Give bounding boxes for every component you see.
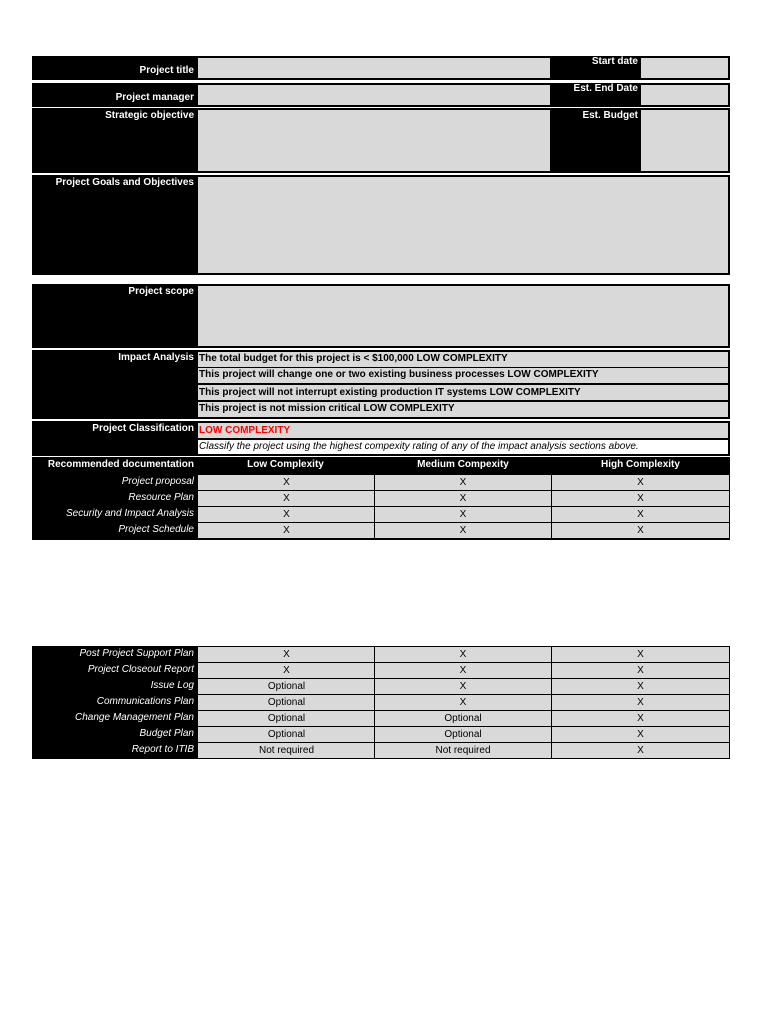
doc-cell-value: X [459,681,467,692]
doc-row-name: Security and Impact Analysis [65,508,194,519]
doc-cell-high [551,726,730,743]
classification-value: LOW COMPLEXITY [199,425,291,436]
doc-cell-value: X [459,697,467,708]
doc-row-name: Project Closeout Report [87,664,194,675]
doc-cell-low [197,662,376,679]
doc-cell-low [197,506,376,523]
doc-row-name: Budget Plan [139,728,194,739]
doc-cell-value: X [637,649,644,660]
doc-cell-high [551,662,730,679]
impact-analysis-label: Impact Analysis [118,352,194,363]
doc-cell-value: X [637,525,644,536]
strategic-objective-field[interactable] [197,109,551,172]
doc-cell-value: X [637,745,644,756]
classification-note-box [197,439,729,455]
doc-header-low: Low Complexity [247,459,324,470]
doc-cell-high [551,490,730,507]
doc-cell-medium [374,710,552,727]
doc-cell-value: X [283,525,290,536]
doc-row-name: Change Management Plan [75,712,194,723]
doc-cell-medium [374,678,552,695]
impact-line [197,384,729,401]
doc-cell-low [197,710,376,727]
doc-cell-value: X [637,493,644,504]
project-title-label: Project title [139,65,194,76]
doc-row-name: Communications Plan [96,696,194,707]
impact-line-text: The total budget for this project is < $100,000 LOW COMPLEXITY [199,353,508,364]
budget-field[interactable] [640,109,729,172]
doc-cell-value: Optional [267,713,306,724]
classification-note: Classify the project using the highest compexity rating of any of the impact analysis sections above. [199,441,639,452]
doc-cell-low [197,522,376,539]
doc-row-name: Project proposal [121,476,194,487]
doc-cell-high [551,474,730,491]
doc-cell-value: Optional [267,729,306,740]
doc-cell-value: X [459,665,467,676]
doc-cell-value: X [637,729,644,740]
doc-cell-medium [374,726,552,743]
doc-row-name: Project Schedule [118,524,194,535]
doc-cell-low [197,474,376,491]
doc-cell-medium [374,646,552,663]
doc-cell-value: X [637,713,644,724]
doc-cell-high [551,742,730,759]
doc-cell-high [551,646,730,663]
doc-row-name: Report to ITIB [131,744,194,755]
doc-cell-medium [374,662,552,679]
budget-label: Est. Budget [582,110,638,121]
doc-cell-value: Optional [444,713,482,724]
doc-cell-value: X [637,509,644,520]
project-title-field[interactable] [197,57,551,79]
doc-cell-medium [374,742,552,759]
doc-cell-value: X [283,665,290,676]
doc-cell-low [197,646,376,663]
doc-cell-value: X [637,697,644,708]
doc-cell-value: X [459,477,467,488]
doc-cell-high [551,678,730,695]
classification-label: Project Classification [92,423,194,434]
doc-header-high: High Complexity [601,459,680,470]
doc-cell-value: Optional [444,729,482,740]
doc-row-name: Post Project Support Plan [79,648,194,659]
impact-line-text: This project will change one or two existing business processes LOW COMPLEXITY [199,369,599,380]
doc-row-name: Resource Plan [128,492,194,503]
doc-cell-value: Optional [267,681,306,692]
project-manager-label: Project manager [115,92,194,103]
doc-cell-value: X [637,681,644,692]
doc-header-name: Recommended documentation [47,459,194,470]
doc-cell-medium [374,522,552,539]
impact-line [197,401,729,418]
doc-cell-value: Not required [258,745,315,756]
classification-field[interactable] [197,422,729,439]
doc-cell-low [197,678,376,695]
doc-cell-value: X [637,477,644,488]
doc-cell-value: X [637,665,644,676]
strategic-objective-label: Strategic objective [105,110,194,121]
project-manager-field[interactable] [197,84,551,106]
goals-label: Project Goals and Objectives [55,177,194,188]
doc-cell-medium [374,474,552,491]
doc-cell-value: Not required [435,745,491,756]
doc-cell-value: X [283,493,290,504]
end-date-label: Est. End Date [573,83,638,94]
doc-cell-value: X [283,649,290,660]
doc-cell-low [197,726,376,743]
impact-line [197,351,729,368]
doc-cell-high [551,694,730,711]
doc-cell-value: X [283,477,290,488]
doc-cell-high [551,522,730,539]
doc-cell-value: X [459,509,467,520]
doc-cell-medium [374,490,552,507]
doc-row-name: Issue Log [150,680,194,691]
goals-field[interactable] [197,176,729,274]
doc-cell-high [551,506,730,523]
doc-cell-high [551,710,730,727]
doc-header-medium: Medium Compexity [417,459,509,470]
doc-cell-low [197,694,376,711]
doc-cell-medium [374,694,552,711]
doc-cell-low [197,490,376,507]
scope-label: Project scope [128,286,194,297]
doc-cell-value: X [459,493,467,504]
impact-line [197,367,729,384]
start-date-label: Start date [591,56,638,67]
scope-field[interactable] [197,285,729,347]
start-date-field[interactable] [640,57,729,79]
doc-cell-medium [374,506,552,523]
doc-cell-value: X [459,649,467,660]
impact-line-text: This project is not mission critical LOW COMPLEXITY [199,403,455,414]
doc-cell-value: X [459,525,467,536]
doc-cell-value: Optional [267,697,306,708]
doc-cell-value: X [283,509,290,520]
end-date-field[interactable] [640,84,729,106]
doc-cell-low [197,742,376,759]
impact-line-text: This project will not interrupt existing production IT systems LOW COMPLEXITY [199,387,581,398]
